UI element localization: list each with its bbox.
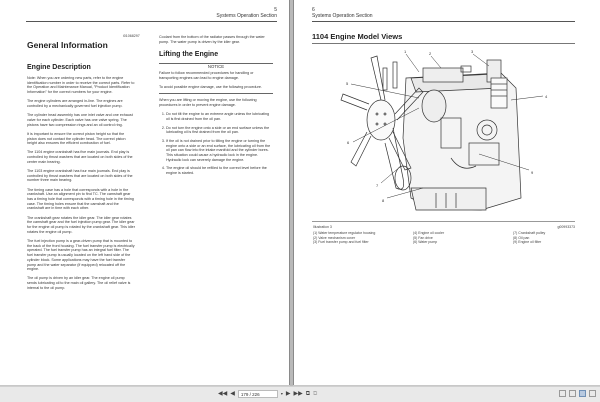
previous-page-icon[interactable]: ◀	[230, 391, 235, 397]
paragraph: The crankshaft gear rotates the idler gear. The idler gear rotates the camshaft gear and the fuel injection pump gear. The idler gear for the engine oil pump is rotated by the crankshaft gear. This idler rotates the engine oil pump.	[27, 215, 135, 234]
page-navigation	[218, 390, 317, 398]
first-page-icon[interactable]: ◀◀	[218, 391, 228, 397]
section-heading: Engine Description	[27, 64, 91, 71]
callout-7: 7	[376, 183, 379, 188]
illustration-ref: g00993373	[557, 225, 575, 229]
notice-box	[159, 63, 273, 93]
paragraph: The timing case has a hole that corresponds with a hole in the crankshaft. Use an alignment pin to find TC. The camshaft gear has a timing hole that corresponds with a timing hole in the timing case. The timing holes ensure that the camshaft and the crankshaft are in time with each other.	[27, 187, 134, 211]
legend-item: (6) Water pump	[413, 239, 438, 244]
callout-9: 9	[531, 170, 534, 175]
paragraph: The 1104 engine crankshaft has five main journals. End play is controlled by thrust washers that are located on both sides of the center main bearing.	[27, 150, 133, 164]
two-page-view-button[interactable]	[579, 390, 586, 397]
callout-2: 2	[429, 51, 432, 56]
continuous-view-button[interactable]	[569, 390, 576, 397]
page-dropdown-icon[interactable]: ▾	[280, 391, 283, 396]
notice-text: Failure to follow recommended procedures for handling or transporting engines can lead to engine damage.	[159, 71, 254, 80]
engine-illustration	[311, 48, 571, 220]
illustration-caption	[313, 225, 583, 244]
header-rule	[312, 21, 575, 22]
paragraph: It is important to ensure the correct piston height so that the piston does not contact the cylinder head. The correct piston height also ensures the efficient combustion of fuel.	[27, 131, 126, 146]
legend-item: (4) Engine oil cooler	[413, 231, 445, 236]
legend-item: (9) Engine oil filter	[513, 239, 542, 244]
callout-6: 6	[347, 140, 350, 145]
callout-8: 8	[382, 198, 385, 203]
page-header	[312, 7, 373, 19]
legend-item: (1) Water temperature regulator housing	[313, 231, 376, 236]
paragraph: Coolant from the bottom of the radiator passes through the water pump. The water pump is driven by the idler gear.	[159, 35, 265, 44]
two-page-continuous-view-button[interactable]	[589, 390, 596, 397]
fit-page-icon[interactable]: ⧉	[305, 391, 311, 397]
title-rule	[312, 43, 575, 44]
legend-item: (7) Crankshaft pulley	[513, 231, 546, 236]
viewer-toolbar	[0, 386, 600, 402]
page-title: General Information	[27, 40, 108, 50]
ref-id: i01068297	[123, 34, 140, 38]
list-item: 2. Do not turn the engine onto a side or an end surface unless the lubricating oil is first drained from the oil pan.	[166, 126, 273, 135]
list-item: 1. Do not tilt the engine to an extreme angle unless the lubricating oil is first drained from the oil pan.	[166, 112, 273, 121]
callout-1: 1	[404, 49, 407, 54]
view-mode-buttons	[559, 390, 596, 397]
legend-item: (2) Valve mechanism cover	[313, 235, 356, 240]
header-rule	[26, 21, 277, 22]
page-header	[216, 7, 277, 19]
legend-item: (8) Oil pan	[513, 235, 530, 240]
last-page-icon[interactable]: ▶▶	[293, 391, 303, 397]
page-title: 1104 Engine Model Views	[312, 32, 403, 41]
list-item: 3. If the oil is not drained prior to tilting the engine or turning the engine onto a side or an end surface, the lubricating oil from the oil pan can flow into the intake manifold and the cylinder bores. This situation could cause a hydraulic lock in the engine. Hydraulic lock can severely damage the engine.	[166, 139, 273, 163]
page-6	[293, 0, 600, 385]
page-number: 6	[312, 7, 315, 13]
legend-item: (5) Fan drive	[413, 235, 433, 240]
list-item: 4. The engine oil should be refilled to the correct level before the engine is started.	[166, 166, 273, 175]
illustration-label: Illustration 3	[313, 225, 332, 229]
lifting-column	[159, 35, 273, 180]
illustration-legend	[313, 231, 583, 244]
engine-description-text	[27, 76, 135, 295]
paragraph: The cylinder head assembly has one inlet valve and one exhaust valve for each cylinder. Each valve has one valve spring. The pistons have two compression rings and an oil control ring.	[27, 113, 133, 127]
page-5	[0, 0, 290, 385]
paragraph: The 1103 engine crankshaft has four main journals. End play is controlled by thrust washers that are located on both sides of the number three main bearing.	[27, 169, 133, 183]
next-page-icon[interactable]: ▶	[285, 391, 291, 397]
callout-5: 5	[346, 81, 349, 86]
callout-3: 3	[471, 49, 474, 54]
notice-text: To avoid possible engine damage, use the following procedure.	[159, 85, 273, 94]
caption-rule	[312, 221, 575, 222]
paragraph: The oil pump is driven by an idler gear. The engine oil pump sends lubricating oil to the main oil gallery. The oil relief valve is internal to the oil pump.	[27, 276, 131, 290]
paragraph: When you are lifting or moving the engine, use the following procedures in order to prevent engine damage.	[159, 98, 257, 107]
notice-title: NOTICE	[207, 64, 225, 70]
single-page-view-button[interactable]	[559, 390, 566, 397]
legend-item: (3) Fuel transfer pump and fuel filter	[313, 239, 369, 244]
paragraph: Note: When you are ordering new parts, refer to the engine identification number in order to receive the correct parts. Refer to the Operation and Maintenance Manual, "Product Identification Information" for the correct numbers for your engine.	[27, 76, 135, 95]
fit-width-icon[interactable]: ⧉	[313, 391, 318, 397]
paragraph: The fuel injection pump is a gear-driven pump that is mounted to the back of the front housing. The fuel transfer pump is electrically operated. The fuel transfer pump has an integral fuel filter. The fuel transfer pump is usually located on the left hand side of the cylinder block. Some applications may have the fuel transfer pump and the water separator (if equipped) relocated off the engine.	[27, 238, 135, 272]
section-name: Systems Operation Section	[216, 13, 277, 19]
page-number: 5	[274, 7, 277, 13]
section-heading: Lifting the Engine	[159, 51, 219, 59]
section-name: Systems Operation Section	[312, 13, 373, 19]
callout-4: 4	[545, 94, 548, 99]
paragraph: The engine cylinders are arranged in-line. The engines are controlled by a mechanically governed fuel injection pump.	[27, 99, 123, 109]
lifting-steps	[159, 112, 273, 176]
page-number-input[interactable]: 179 / 226	[238, 390, 278, 398]
